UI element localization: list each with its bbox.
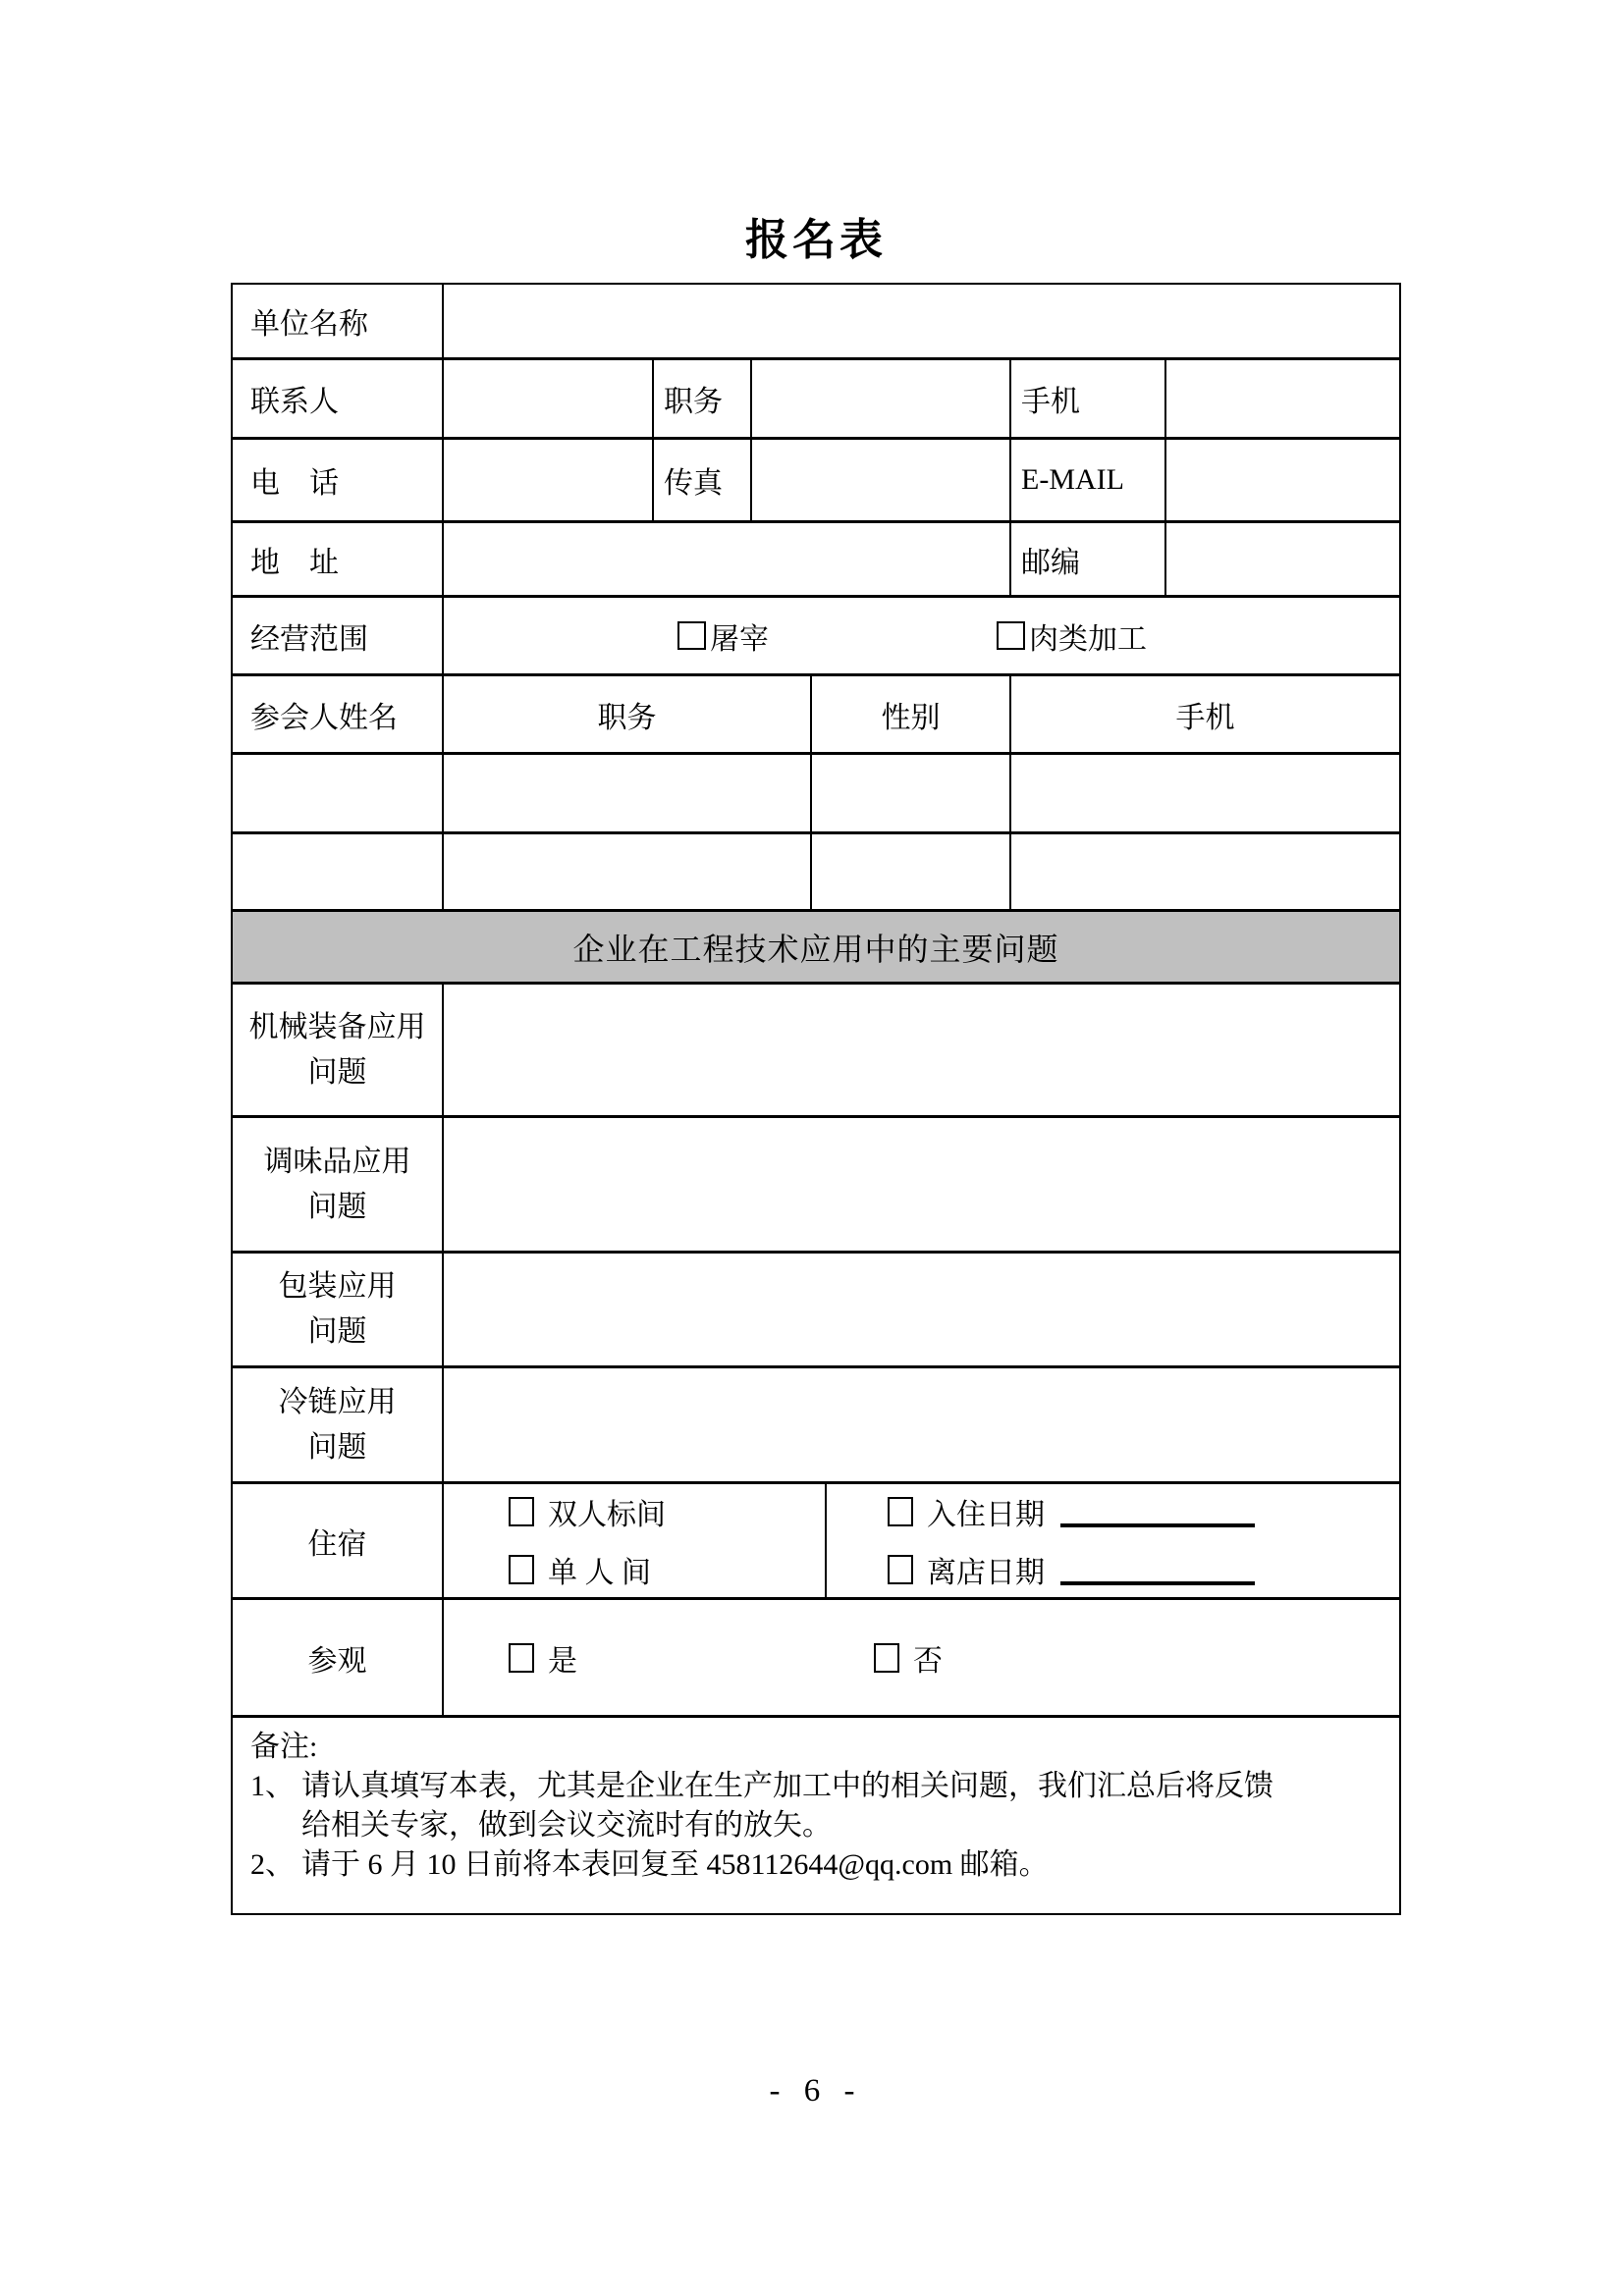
attendee-gender-input-cell[interactable] bbox=[812, 834, 1011, 909]
row-attendees-header bbox=[233, 676, 1399, 755]
lodging-option-single bbox=[509, 1548, 651, 1591]
phone-input-cell[interactable] bbox=[444, 440, 654, 520]
row-issue-packaging bbox=[233, 1254, 1399, 1368]
scope-option-meat-processing bbox=[997, 614, 1147, 658]
fax-input-cell[interactable] bbox=[752, 440, 1011, 520]
checkin-date-line[interactable] bbox=[1060, 1496, 1255, 1527]
attendee-row-2 bbox=[233, 834, 1399, 912]
contact-input-cell[interactable] bbox=[444, 360, 654, 437]
email-label: E-MAIL bbox=[1011, 440, 1166, 520]
issue-label-line1: 调味品应用 bbox=[263, 1145, 411, 1178]
issue-label-line1: 机械装备应用 bbox=[248, 1010, 426, 1043]
issue-machinery-label bbox=[233, 985, 444, 1115]
note-number: 1、 bbox=[250, 1770, 295, 1802]
visit-label: 参观 bbox=[233, 1600, 444, 1715]
visit-no-label: 否 bbox=[913, 1644, 943, 1678]
issue-label-line1: 冷链应用 bbox=[278, 1385, 397, 1418]
checkbox-icon[interactable] bbox=[888, 1497, 913, 1526]
lodging-label: 住宿 bbox=[233, 1484, 444, 1597]
lodging-checkout-option bbox=[888, 1548, 1255, 1591]
lodging-room-options-cell bbox=[444, 1484, 827, 1597]
contact-label: 联系人 bbox=[233, 360, 444, 437]
issue-packaging-label bbox=[233, 1254, 444, 1365]
row-issue-coldchain bbox=[233, 1368, 1399, 1484]
attendee-name-input-cell[interactable] bbox=[233, 755, 444, 831]
note-item-1 bbox=[250, 1767, 1380, 1845]
row-phone bbox=[233, 440, 1399, 523]
attendee-gender-header: 性别 bbox=[812, 676, 1011, 752]
issues-section-header: 企业在工程技术应用中的主要问题 bbox=[233, 912, 1399, 982]
attendee-position-input-cell[interactable] bbox=[444, 755, 812, 831]
business-scope-options-cell bbox=[444, 598, 1399, 673]
lodging-option-double bbox=[509, 1490, 666, 1533]
row-visit bbox=[233, 1600, 1399, 1718]
attendee-mobile-input-cell[interactable] bbox=[1011, 755, 1399, 831]
checkbox-icon[interactable] bbox=[509, 1497, 534, 1526]
row-address bbox=[233, 523, 1399, 598]
scope-option-slaughter-label: 屠宰 bbox=[710, 622, 769, 656]
contact-mobile-input-cell[interactable] bbox=[1166, 360, 1399, 437]
checkbox-icon[interactable] bbox=[509, 1643, 534, 1673]
issue-label-line2: 问题 bbox=[307, 1315, 367, 1348]
attendee-mobile-header: 手机 bbox=[1175, 701, 1235, 734]
visit-yes-label: 是 bbox=[548, 1644, 577, 1678]
issue-seasoning-label bbox=[233, 1118, 444, 1251]
checkout-date-label: 离店日期 bbox=[927, 1557, 1045, 1589]
fax-label: 传真 bbox=[654, 440, 752, 520]
attendee-gender-input-cell[interactable] bbox=[812, 755, 1011, 831]
row-issue-machinery bbox=[233, 985, 1399, 1118]
note-text: 请认真填写本表，尤其是企业在生产加工中的相关问题，我们汇总后将反馈给相关专家，做到会议交流时有的放矢。 bbox=[301, 1770, 1273, 1842]
contact-position-label: 职务 bbox=[654, 360, 752, 437]
checkbox-icon[interactable] bbox=[874, 1643, 899, 1673]
checkout-date-line[interactable] bbox=[1060, 1554, 1255, 1585]
notes-label: 备注: bbox=[250, 1731, 318, 1763]
note-number: 2、 bbox=[250, 1848, 295, 1881]
address-label: 地 址 bbox=[233, 523, 444, 595]
row-business-scope bbox=[233, 598, 1399, 676]
issue-label-line1: 包装应用 bbox=[278, 1270, 397, 1303]
lodging-double-label: 双人标间 bbox=[548, 1499, 666, 1531]
row-unit-name bbox=[233, 285, 1399, 360]
attendee-position-input-cell[interactable] bbox=[444, 834, 812, 909]
address-input-cell[interactable] bbox=[444, 523, 1011, 595]
contact-position-input-cell[interactable] bbox=[752, 360, 1011, 437]
lodging-dates-cell bbox=[827, 1484, 1399, 1597]
issue-coldchain-label bbox=[233, 1368, 444, 1481]
attendee-mobile-input-cell[interactable] bbox=[1011, 834, 1399, 909]
visit-option-no bbox=[874, 1636, 943, 1680]
row-lodging bbox=[233, 1484, 1399, 1600]
contact-mobile-label: 手机 bbox=[1011, 360, 1166, 437]
row-issue-seasoning bbox=[233, 1118, 1399, 1254]
scope-option-slaughter bbox=[677, 614, 769, 658]
note-item-2 bbox=[250, 1845, 1380, 1885]
row-issues-header bbox=[233, 912, 1399, 985]
unit-name-label: 单位名称 bbox=[233, 285, 444, 357]
page-number: - 6 - bbox=[769, 2073, 863, 2109]
issue-seasoning-input-cell[interactable] bbox=[444, 1118, 1399, 1251]
zip-input-cell[interactable] bbox=[1166, 523, 1399, 595]
issue-packaging-input-cell[interactable] bbox=[444, 1254, 1399, 1365]
lodging-checkin-option bbox=[888, 1490, 1255, 1533]
checkbox-icon[interactable] bbox=[888, 1555, 913, 1584]
attendee-name-input-cell[interactable] bbox=[233, 834, 444, 909]
notes-cell bbox=[233, 1718, 1399, 1913]
checkin-date-label: 入住日期 bbox=[927, 1499, 1045, 1531]
issue-machinery-input-cell[interactable] bbox=[444, 985, 1399, 1115]
lodging-single-label: 单 人 间 bbox=[548, 1557, 651, 1589]
unit-name-input-cell[interactable] bbox=[444, 285, 1399, 357]
registration-form-table bbox=[231, 283, 1401, 1915]
issue-label-line2: 问题 bbox=[307, 1055, 367, 1089]
zip-label: 邮编 bbox=[1011, 523, 1166, 595]
row-notes bbox=[233, 1718, 1399, 1913]
checkbox-icon[interactable] bbox=[677, 621, 706, 650]
row-contact bbox=[233, 360, 1399, 440]
email-input-cell[interactable] bbox=[1166, 440, 1399, 520]
issue-label-line2: 问题 bbox=[307, 1430, 367, 1464]
business-scope-label: 经营范围 bbox=[233, 598, 444, 673]
issue-label-line2: 问题 bbox=[307, 1190, 367, 1223]
attendee-row-1 bbox=[233, 755, 1399, 834]
note-text: 请于 6 月 10 日前将本表回复至 458112644@qq.com 邮箱。 bbox=[301, 1848, 1049, 1881]
page-title: 报名表 bbox=[745, 216, 887, 264]
visit-options-cell bbox=[444, 1600, 1399, 1715]
scope-option-meat-label: 肉类加工 bbox=[1029, 622, 1147, 656]
issue-coldchain-input-cell[interactable] bbox=[444, 1368, 1399, 1481]
checkbox-icon[interactable] bbox=[997, 621, 1025, 650]
attendee-name-header: 参会人姓名 bbox=[233, 676, 444, 752]
checkbox-icon[interactable] bbox=[509, 1555, 534, 1584]
phone-label: 电 话 bbox=[233, 440, 444, 520]
attendee-position-header: 职务 bbox=[444, 676, 812, 752]
visit-option-yes bbox=[509, 1636, 577, 1680]
